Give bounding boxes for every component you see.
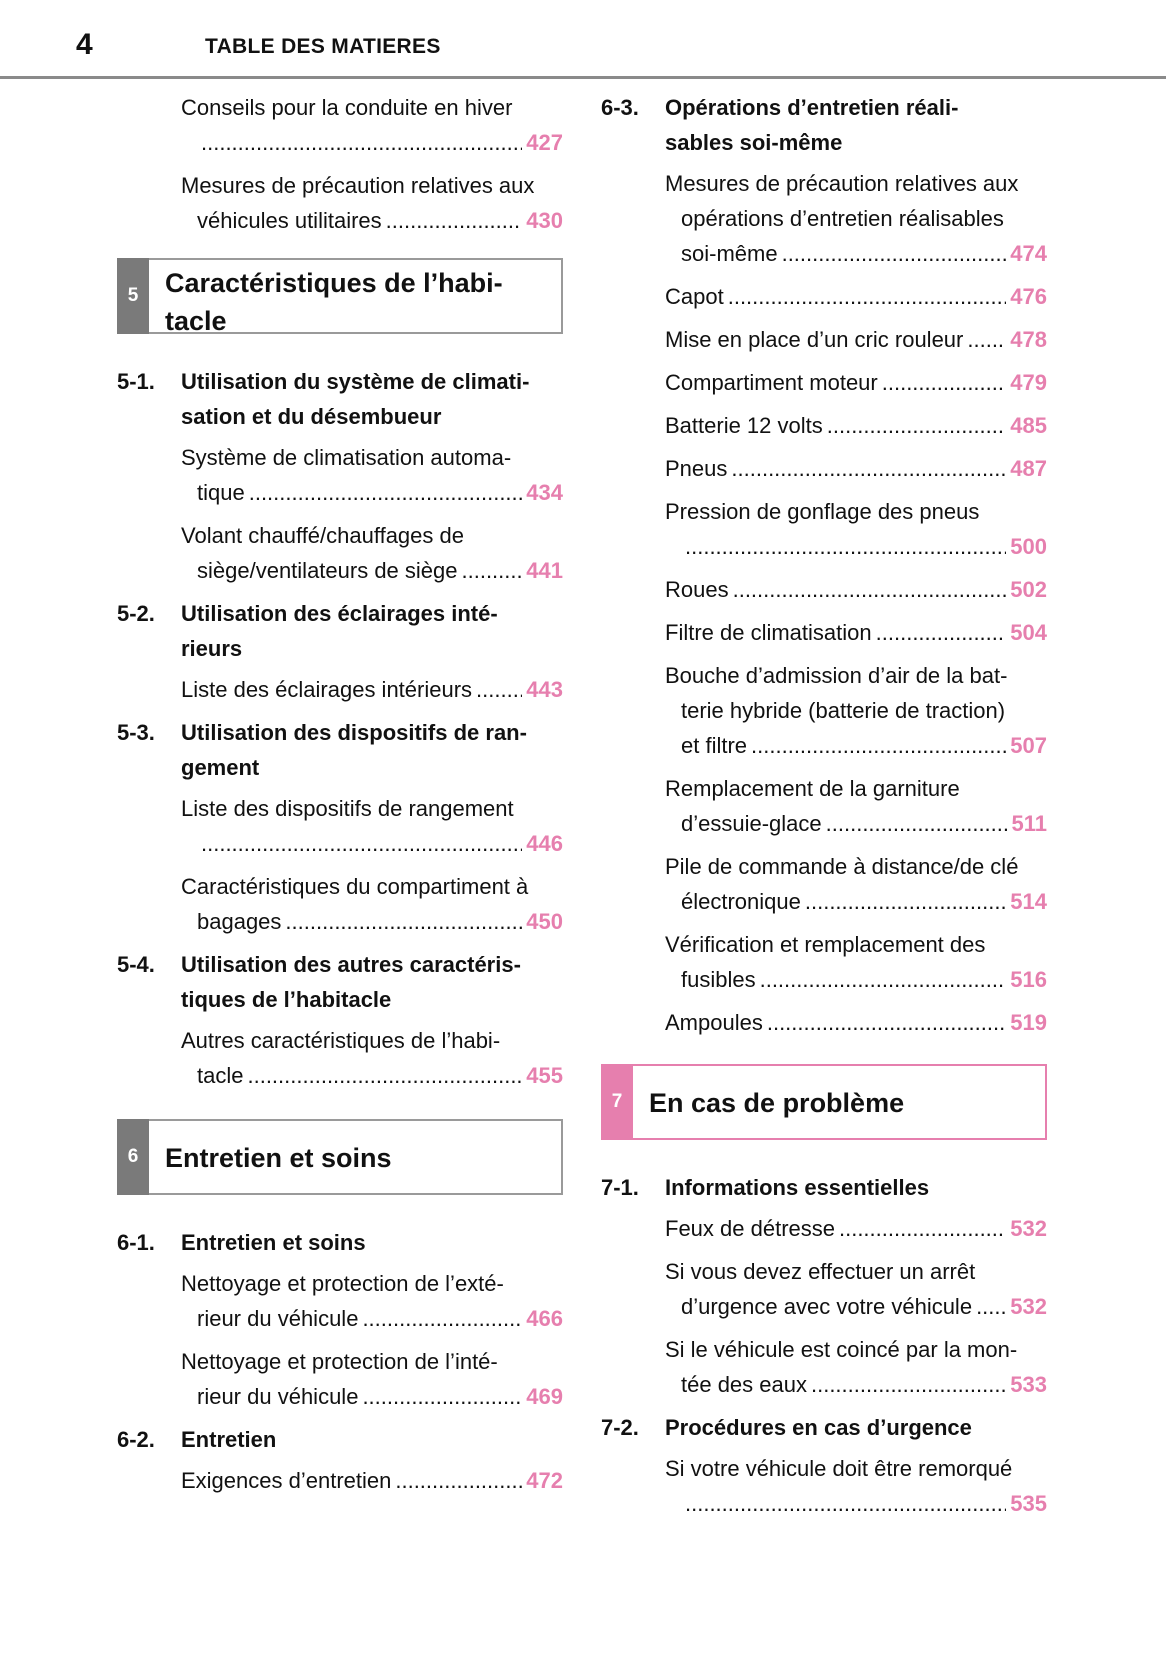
leader-dots (395, 1463, 522, 1498)
toc-entry[interactable] (117, 90, 563, 160)
entry-text-last: Feux de détresse (665, 1216, 835, 1241)
section-number-tab: 5 (117, 258, 149, 334)
page-ref[interactable]: 532 (1010, 1294, 1047, 1319)
toc-entry[interactable] (117, 672, 563, 707)
toc-entry[interactable] (601, 1451, 1047, 1521)
subsection-title: Entretien et soins (181, 1230, 366, 1255)
leader-dots (967, 322, 1006, 357)
leader-dots (805, 884, 1006, 919)
page-ref[interactable]: 535 (1010, 1491, 1047, 1516)
entry-text: Nettoyage et protection de l’inté- (181, 1349, 498, 1374)
entry-text-last: rieur du véhicule (197, 1384, 359, 1409)
subsection-title: sables soi-même (665, 130, 843, 155)
leader-dots (976, 1289, 1006, 1324)
leader-dots (760, 962, 1007, 997)
subsection-title: Procédures en cas d’urgence (665, 1415, 972, 1440)
leader-dots (782, 236, 1007, 271)
leader-dots (285, 904, 522, 939)
subsection-title: Informations essentielles (665, 1175, 930, 1200)
subsection-5-2[interactable] (117, 596, 563, 666)
leader-dots (811, 1367, 1006, 1402)
subsection-title: Entretien (181, 1427, 277, 1452)
entry-text-last: fusibles (681, 967, 756, 992)
entry-text: Mesures de précaution relatives aux (665, 171, 1019, 196)
entry-text-last: d’essuie-glace (681, 811, 822, 836)
page-title: TABLE DES MATIERES (205, 35, 441, 58)
toc-entry[interactable] (117, 440, 563, 510)
leader-dots (201, 125, 522, 160)
page-ref[interactable]: 450 (526, 909, 563, 934)
entry-text: Conseils pour la conduite en hiver (181, 95, 513, 120)
subsection-5-3[interactable] (117, 715, 563, 785)
page-ref[interactable]: 533 (1010, 1372, 1047, 1397)
toc-entry[interactable] (601, 408, 1047, 443)
leader-dots (728, 279, 1007, 314)
section-title (165, 264, 551, 340)
subsection-7-2[interactable] (601, 1410, 1047, 1445)
section-7-header[interactable] (601, 1064, 1047, 1140)
section-6-header[interactable] (117, 1119, 563, 1195)
toc-entry[interactable] (601, 494, 1047, 564)
subsection-title: rieurs (181, 636, 243, 661)
subsection-number: 5-4. (117, 952, 155, 977)
entry-text: Pile de commande à distance/de clé (665, 854, 1019, 879)
section-title-line: tacle (165, 306, 227, 336)
page-ref[interactable]: 427 (526, 130, 563, 155)
page-ref[interactable]: 502 (1010, 577, 1047, 602)
entry-text-last: bagages (197, 909, 282, 934)
toc-entry[interactable] (601, 615, 1047, 650)
entry-text: Caractéristiques du compartiment à (181, 874, 529, 899)
entry-text: Si vous devez effectuer un arrêt (665, 1259, 976, 1284)
entry-text: Si le véhicule est coincé par la mon- (665, 1337, 1018, 1362)
toc-entry[interactable] (601, 365, 1047, 400)
page-ref[interactable]: 474 (1010, 241, 1047, 266)
page-ref[interactable]: 446 (526, 831, 563, 856)
toc-entry[interactable] (117, 168, 563, 238)
leader-dots (462, 553, 523, 588)
entry-text-last: Mise en place d’un cric rouleur (665, 327, 964, 352)
entry-text-last: tacle (197, 1063, 244, 1088)
subsection-number: 5-2. (117, 601, 155, 626)
toc-entry[interactable] (601, 658, 1047, 763)
subsection-number: 6-3. (601, 95, 639, 120)
entry-text-last: Capot (665, 284, 724, 309)
entry-text: Liste des dispositifs de rangement (181, 796, 514, 821)
entry-text: Mesures de précaution relatives aux (181, 173, 535, 198)
leader-dots (751, 728, 1006, 763)
subsection-number: 6-2. (117, 1427, 155, 1452)
leader-dots (826, 806, 1008, 841)
page-ref[interactable]: 479 (1010, 370, 1047, 395)
leader-dots (247, 1058, 522, 1093)
entry-text-last: Compartiment moteur (665, 370, 878, 395)
section-title: En cas de problème (649, 1088, 905, 1118)
section-5-header[interactable] (117, 258, 563, 334)
entry-text-last: véhicules utilitaires (197, 208, 382, 233)
entry-text: Nettoyage et protection de l’exté- (181, 1271, 504, 1296)
page-ref[interactable]: 516 (1010, 967, 1047, 992)
page-ref[interactable]: 466 (526, 1306, 563, 1331)
page-ref[interactable]: 511 (1011, 811, 1047, 836)
left-column (117, 90, 563, 1506)
entry-text-last: Exigences d’entretien (181, 1468, 392, 1493)
entry-text-last: Batterie 12 volts (665, 413, 823, 438)
subsection-title: Utilisation du système de climati- (181, 369, 530, 394)
toc-entry[interactable] (601, 572, 1047, 607)
toc-entry[interactable] (601, 451, 1047, 486)
entry-text-last: soi-même (681, 241, 778, 266)
subsection-title: gement (181, 755, 260, 780)
page-ref[interactable]: 500 (1010, 534, 1047, 559)
leader-dots (201, 826, 522, 861)
entry-text: Bouche d’admission d’air de la bat- (665, 663, 1008, 688)
right-column (601, 90, 1047, 1529)
leader-dots (476, 672, 522, 707)
entry-text-last: d’urgence avec votre véhicule (681, 1294, 973, 1319)
subsection-title: tiques de l’habitacle (181, 987, 392, 1012)
page-ref[interactable]: 430 (526, 208, 563, 233)
leader-dots (249, 475, 523, 510)
page-ref[interactable]: 519 (1010, 1010, 1047, 1035)
toc-entry[interactable] (601, 166, 1047, 271)
entry-text-last: et filtre (681, 733, 748, 758)
toc-entry[interactable] (601, 1254, 1047, 1324)
section-number-tab: 6 (117, 1119, 149, 1195)
subsection-title: Utilisation des dispositifs de ran- (181, 720, 527, 745)
section-title: Entretien et soins (165, 1143, 392, 1173)
leader-dots (733, 572, 1007, 607)
toc-entry[interactable] (601, 771, 1047, 841)
subsection-number: 7-2. (601, 1415, 639, 1440)
page-ref[interactable]: 532 (1010, 1216, 1047, 1241)
entry-text: Si votre véhicule doit être remorqué (665, 1456, 1013, 1481)
page-ref[interactable]: 443 (526, 677, 563, 702)
subsection-number: 5-1. (117, 369, 155, 394)
leader-dots (362, 1301, 522, 1336)
entry-text-last: Liste des éclairages intérieurs (181, 677, 473, 702)
subsection-6-3[interactable] (601, 90, 1047, 160)
entry-text-last: Ampoules (665, 1010, 763, 1035)
toc-entry[interactable] (117, 791, 563, 861)
page-ref[interactable]: 507 (1010, 733, 1047, 758)
page-ref[interactable]: 469 (526, 1384, 563, 1409)
leader-dots (839, 1211, 1006, 1246)
entry-text-last: Filtre de climatisation (665, 620, 872, 645)
section-number-tab: 7 (601, 1064, 633, 1140)
page-ref[interactable]: 478 (1010, 327, 1047, 352)
entry-text-last: Roues (665, 577, 729, 602)
subsection-5-1[interactable] (117, 364, 563, 434)
toc-entry[interactable] (117, 1344, 563, 1414)
toc-entry[interactable] (601, 927, 1047, 997)
subsection-number: 5-3. (117, 720, 155, 745)
section-title-line: Caractéristiques de l’habi- (165, 268, 503, 298)
toc-entry[interactable] (601, 849, 1047, 919)
toc-entry[interactable] (601, 1211, 1047, 1246)
entry-text-last: tique (197, 480, 245, 505)
page-ref[interactable]: 476 (1010, 284, 1047, 309)
page-ref[interactable]: 472 (526, 1468, 563, 1493)
leader-dots (882, 365, 1007, 400)
entry-text-last: rieur du véhicule (197, 1306, 359, 1331)
subsection-number: 7-1. (601, 1175, 639, 1200)
entry-text: Système de climatisation automa- (181, 445, 512, 470)
toc-entry[interactable] (601, 1332, 1047, 1402)
page-ref[interactable]: 504 (1010, 620, 1047, 645)
page-ref[interactable]: 441 (526, 558, 563, 583)
entry-text-last: électronique (681, 889, 801, 914)
page-ref[interactable]: 487 (1010, 456, 1047, 481)
toc-entry[interactable] (117, 1463, 563, 1498)
leader-dots (731, 451, 1006, 486)
page-header (0, 0, 1166, 80)
entry-text-last: siège/ventilateurs de siège (197, 558, 458, 583)
entry-text: Remplacement de la garniture (665, 776, 960, 801)
entry-text: opérations d’entretien réalisables (681, 206, 1004, 231)
header-rule (0, 76, 1166, 79)
leader-dots (685, 1486, 1006, 1521)
entry-text-last: tée des eaux (681, 1372, 807, 1397)
entry-text: Vérification et remplacement des (665, 932, 986, 957)
subsection-number: 6-1. (117, 1230, 155, 1255)
leader-dots (876, 615, 1007, 650)
leader-dots (386, 203, 523, 238)
toc-entry[interactable] (601, 1005, 1047, 1040)
entry-text-last: Pneus (665, 456, 728, 481)
subsection-6-2[interactable] (117, 1422, 563, 1457)
toc-entry[interactable] (601, 322, 1047, 357)
leader-dots (685, 529, 1006, 564)
entry-text: terie hybride (batterie de traction) (681, 698, 1006, 723)
subsection-7-1[interactable] (601, 1170, 1047, 1205)
subsection-5-4[interactable] (117, 947, 563, 1017)
page-ref[interactable]: 434 (526, 480, 563, 505)
toc-entry[interactable] (117, 1023, 563, 1093)
toc-entry[interactable] (601, 279, 1047, 314)
entry-text: Volant chauffé/chauffages de (181, 523, 464, 548)
leader-dots (362, 1379, 522, 1414)
toc-entry[interactable] (117, 1266, 563, 1336)
page-ref[interactable]: 455 (526, 1063, 563, 1088)
entry-text: Autres caractéristiques de l’habi- (181, 1028, 501, 1053)
page-number: 4 (76, 28, 93, 61)
leader-dots (767, 1005, 1006, 1040)
page-ref[interactable]: 485 (1010, 413, 1047, 438)
entry-text: Pression de gonflage des pneus (665, 499, 980, 524)
page-ref[interactable]: 514 (1010, 889, 1047, 914)
subsection-title: Utilisation des éclairages inté- (181, 601, 498, 626)
leader-dots (827, 408, 1007, 443)
subsection-6-1[interactable] (117, 1225, 563, 1260)
subsection-title: Opérations d’entretien réali- (665, 95, 959, 120)
toc-entry[interactable] (117, 869, 563, 939)
subsection-title: Utilisation des autres caractéris- (181, 952, 521, 977)
toc-entry[interactable] (117, 518, 563, 588)
subsection-title: sation et du désembueur (181, 404, 442, 429)
